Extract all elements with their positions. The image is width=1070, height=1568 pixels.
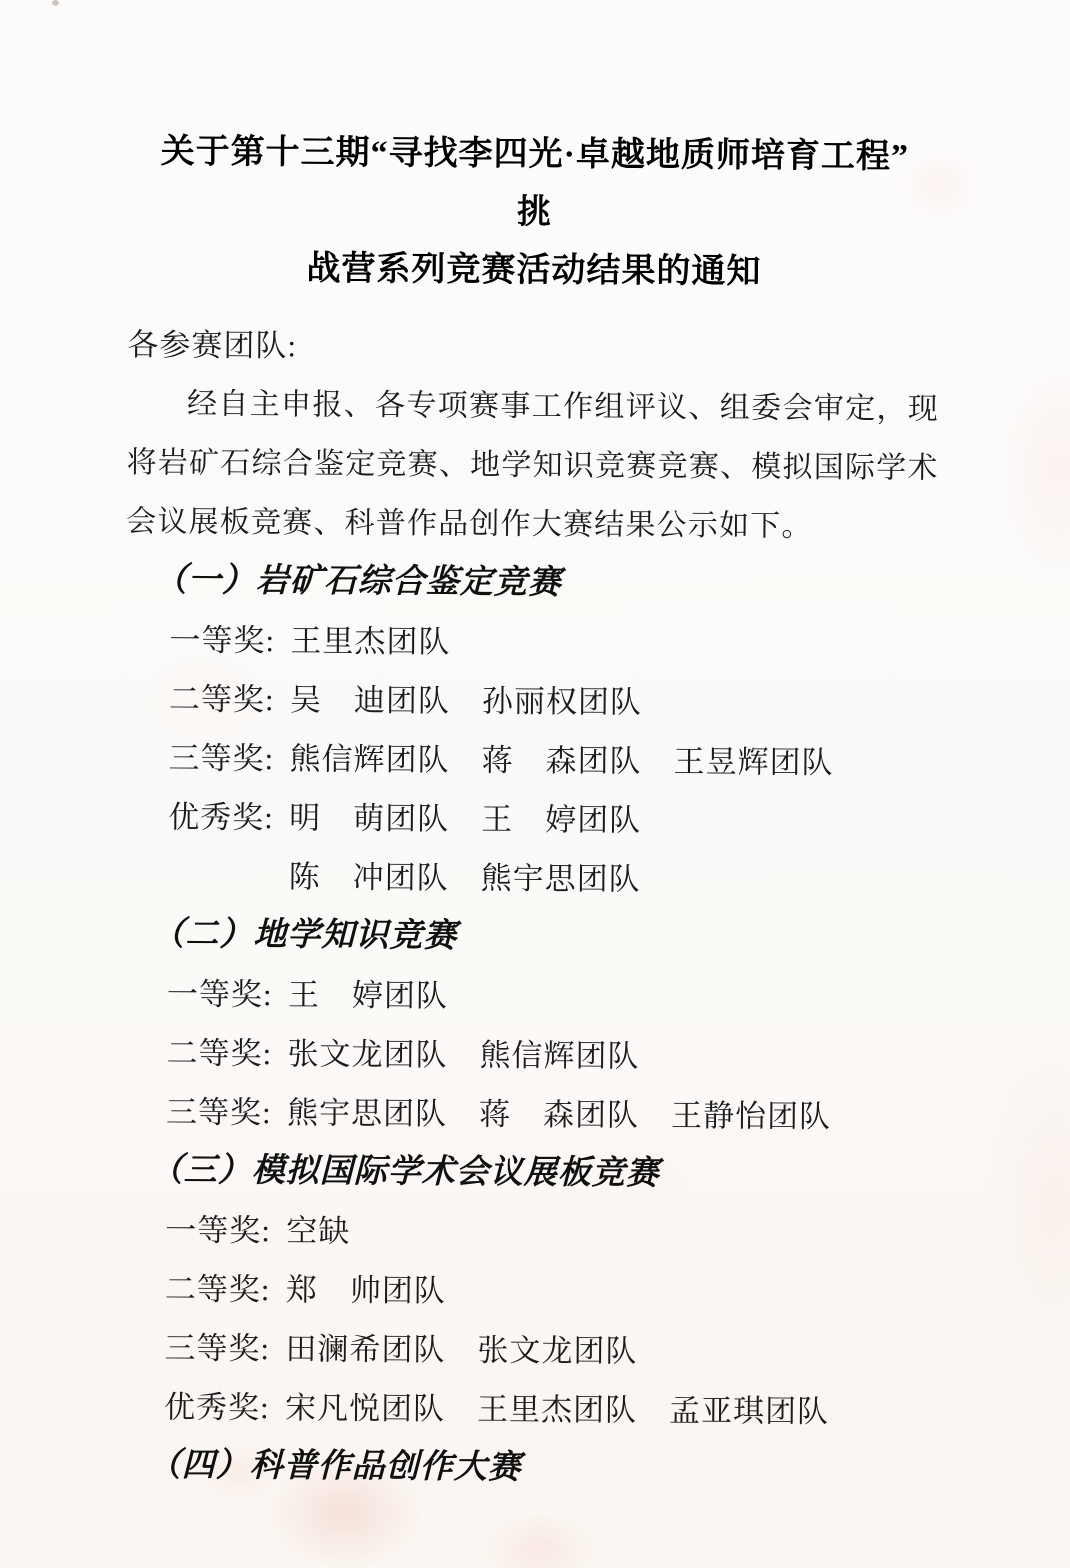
section-science-popularization-competition — [119, 1436, 931, 1501]
document-title — [128, 123, 945, 303]
award-team-list: 空缺 — [286, 1213, 351, 1249]
document-title-line-1: 关于第十三期“寻找李四光·卓越地质师培育工程” 挑 — [160, 133, 945, 232]
award-label: 一等奖: — [169, 622, 276, 659]
award-team-list: 王里杰团队 — [290, 623, 451, 660]
award-line — [168, 787, 936, 851]
award-label: 二等奖: — [168, 681, 275, 718]
intro-paragraph: 经自主申报、各专项赛事工作组评议、组委会审定，现将岩矿石综合鉴定竞赛、地学知识竞赛竞赛、模拟国际学术会议展板竞赛、科普作品创作大赛结果公示如下。 — [126, 387, 940, 543]
section-heading: （三）模拟国际学术会议展板竞赛 — [149, 1152, 660, 1192]
award-team-list: 陈 冲团队 熊宇思团队 — [288, 859, 641, 897]
award-label: 优秀奖: — [163, 1389, 270, 1426]
award-label: 三等奖: — [165, 1094, 272, 1131]
section-geoscience-knowledge-competition — [122, 905, 936, 1147]
award-team-list: 宋凡悦团队 王里杰团队 孟亚琪团队 — [284, 1390, 830, 1430]
award-line — [164, 1377, 932, 1441]
section-rock-mineral-competition — [124, 551, 938, 911]
award-team-list: 田澜希团队 张文龙团队 — [285, 1331, 638, 1369]
award-team-list: 王 婷团队 — [287, 977, 449, 1014]
award-line — [166, 1023, 934, 1087]
award-line — [169, 610, 937, 674]
award-team-list: 熊宇思团队 蒋 森团队 王静怡团队 — [286, 1095, 832, 1135]
section-heading: （一）岩矿石综合鉴定竞赛 — [153, 562, 562, 602]
award-label: 三等奖: — [168, 740, 275, 777]
award-team-list: 郑 帅团队 — [285, 1272, 446, 1309]
salutation: 各参赛团队: — [127, 327, 298, 364]
section-heading: （二）地学知识竞赛 — [151, 916, 458, 955]
section-heading: （四）科普作品创作大赛 — [147, 1447, 522, 1486]
award-line — [169, 669, 937, 733]
award-line — [166, 1082, 934, 1146]
award-team-list: 熊信辉团队 蒋 森团队 王昱辉团队 — [289, 741, 834, 781]
award-line-continued — [289, 847, 936, 911]
award-team-list: 明 萌团队 王 婷团队 — [289, 800, 642, 838]
award-label: 二等奖: — [166, 1035, 273, 1072]
section-poster-competition — [120, 1141, 934, 1442]
notice-content — [119, 123, 945, 1501]
award-team-list: 张文龙团队 熊信辉团队 — [287, 1036, 640, 1074]
document-title-line-2: 战营系列竞赛活动结果的通知 — [306, 250, 762, 291]
award-line — [167, 964, 935, 1028]
award-label: 二等奖: — [164, 1271, 271, 1308]
award-label: 一等奖: — [165, 1212, 272, 1249]
scan-artifact-dot — [52, 0, 59, 6]
award-line — [164, 1318, 932, 1382]
award-line — [165, 1200, 933, 1264]
award-line — [168, 728, 936, 792]
award-label: 一等奖: — [166, 976, 273, 1013]
award-line — [165, 1259, 933, 1323]
award-label: 优秀奖: — [168, 799, 274, 836]
award-label: 三等奖: — [164, 1330, 271, 1367]
award-team-list: 吴 迪团队 孙丽权团队 — [289, 682, 643, 720]
